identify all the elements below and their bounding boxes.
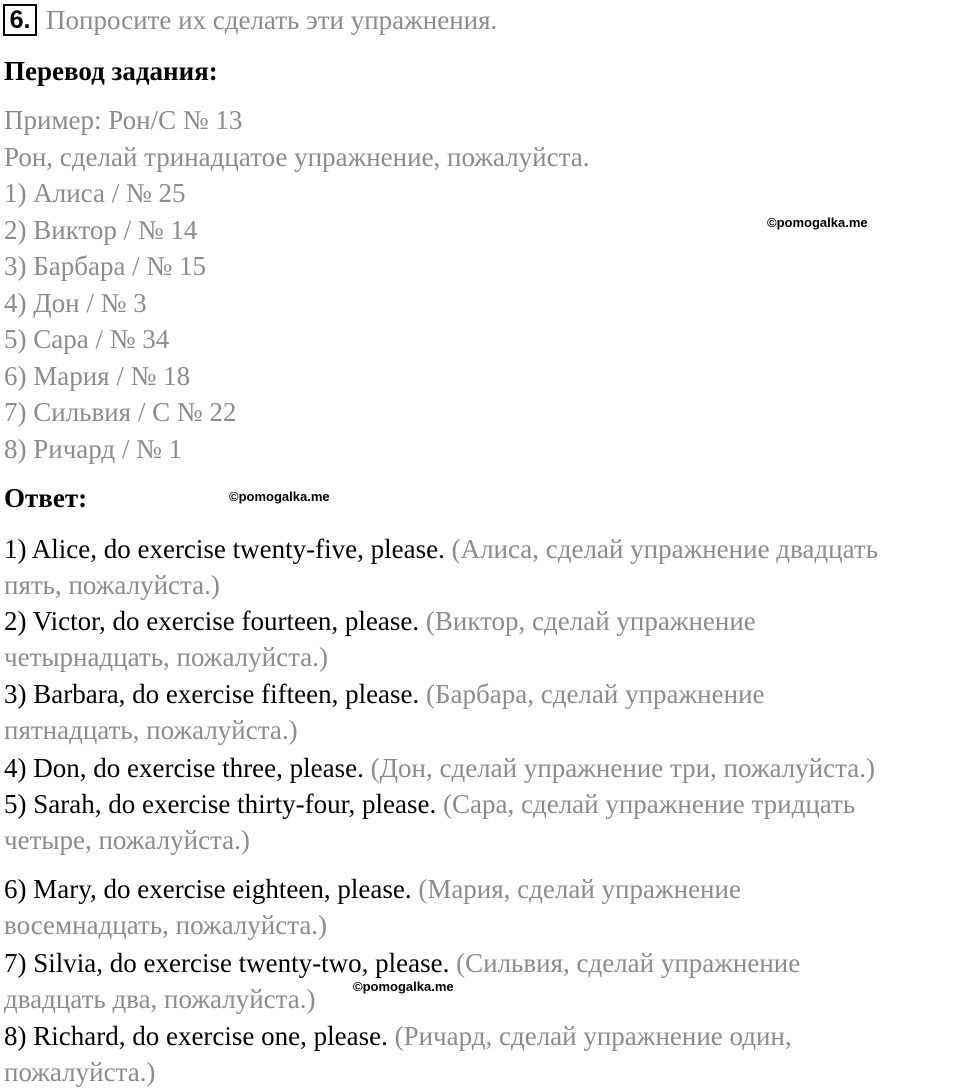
answer-item <box>4 603 960 675</box>
translation-line: 7) Сильвия / С № 22 <box>4 397 237 427</box>
translation-line: 3) Барбара / № 15 <box>4 251 206 281</box>
answer-english: 1) Alice, do exercise twenty-five, please. <box>4 534 445 564</box>
answer-russian-cont: пять, пожалуйста.) <box>4 570 220 600</box>
answer-heading: Ответ: <box>4 483 88 513</box>
answer-item <box>4 786 960 858</box>
answer-russian-cont: четыре, пожалуйста.) <box>4 825 250 855</box>
watermark: ©pomogalka.me <box>353 979 454 994</box>
translation-line: Пример: Рон/С № 13 <box>4 105 243 135</box>
answer-russian: (Сара, сделай упражнение тридцать <box>436 789 856 819</box>
answer-russian-cont: пятнадцать, пожалуйста.) <box>4 715 298 745</box>
answer-item <box>4 531 960 603</box>
watermark: ©pomogalka.me <box>229 489 330 504</box>
answer-item <box>4 871 960 943</box>
answer-russian-cont: пожалуйста.) <box>4 1057 156 1087</box>
answer-russian-cont: восемнадцать, пожалуйста.) <box>4 910 328 940</box>
answer-english: 7) Silvia, do exercise twenty-two, please. <box>4 948 450 978</box>
translation-line: 4) Дон / № 3 <box>4 288 147 318</box>
answer-russian-cont: двадцать два, пожалуйста.) <box>4 984 316 1014</box>
answer-russian: (Сильвия, сделай упражнение <box>449 948 801 978</box>
answer-english: 5) Sarah, do exercise thirty-four, please. <box>4 789 437 819</box>
answer-item <box>4 750 960 786</box>
task-instruction: Попросите их сделать эти упражнения. <box>46 5 498 35</box>
answer-item <box>4 1018 960 1090</box>
task-number-box: 6. <box>3 4 37 36</box>
watermark: ©pomogalka.me <box>767 215 868 230</box>
translation-line: 2) Виктор / № 14 <box>4 215 198 245</box>
answer-english: 3) Barbara, do exercise fifteen, please. <box>4 679 420 709</box>
translation-line: 8) Ричард / № 1 <box>4 434 183 464</box>
answer-russian: (Алиса, сделай упражнение двадцать <box>444 534 879 564</box>
translation-line: 1) Алиса / № 25 <box>4 178 186 208</box>
answer-english: 8) Richard, do exercise one, please. <box>4 1021 388 1051</box>
translation-line: 6) Мария / № 18 <box>4 361 191 391</box>
answer-russian: (Виктор, сделай упражнение <box>419 606 756 636</box>
answer-english: 2) Victor, do exercise fourteen, please. <box>4 606 420 636</box>
answer-russian: (Ричард, сделай упражнение один, <box>387 1021 792 1051</box>
answer-russian: (Мария, сделай упражнение <box>411 874 741 904</box>
translation-line: Рон, сделай тринадцатое упражнение, пожалуйста. <box>4 142 590 172</box>
answer-russian: (Барбара, сделай упражнение <box>419 679 765 709</box>
answer-english: 4) Don, do exercise three, please. <box>4 753 364 783</box>
translation-heading: Перевод задания: <box>4 56 218 86</box>
answer-english: 6) Mary, do exercise eighteen, please. <box>4 874 412 904</box>
translation-line: 5) Сара / № 34 <box>4 324 170 354</box>
answer-item <box>4 945 960 1017</box>
answer-russian-cont: четырнадцать, пожалуйста.) <box>4 642 328 672</box>
answer-russian: (Дон, сделай упражнение три, пожалуйста.) <box>363 753 875 783</box>
answer-item <box>4 676 960 748</box>
